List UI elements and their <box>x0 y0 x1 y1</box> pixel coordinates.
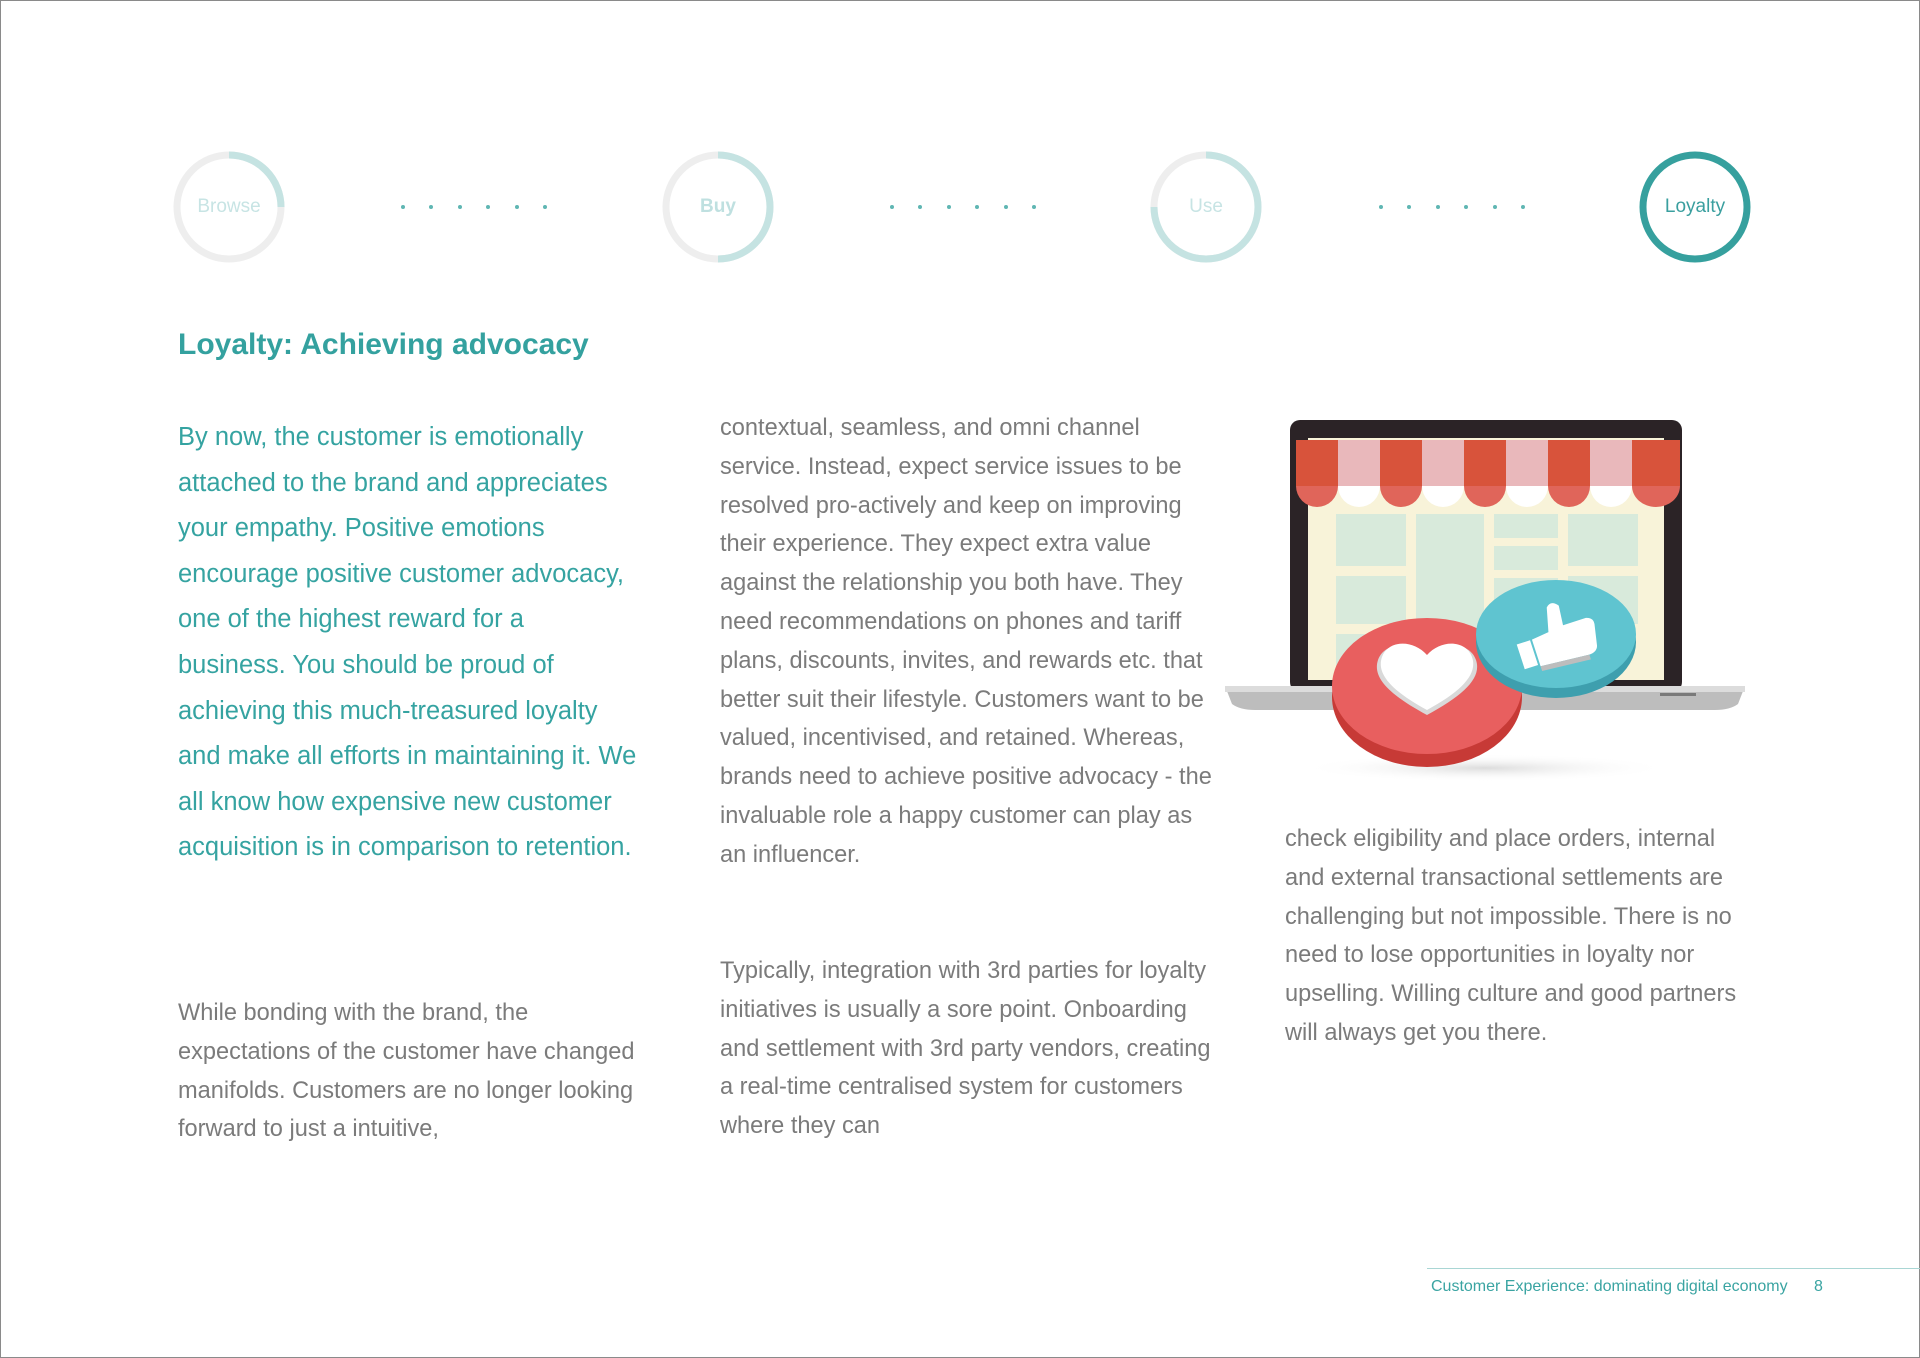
thumbs-up-icon <box>1476 580 1636 698</box>
step-buy[interactable] <box>660 149 776 265</box>
step-loyalty[interactable] <box>1637 149 1753 265</box>
column-3-body: check eligibility and place orders, internal and external transactional settlements are challenging but not impossible. There is no need to lose opportunities in loyalty nor upselling. Willing culture and good partners will always get you there. <box>1285 826 1737 1046</box>
column-2-paragraph-2: Typically, integration with 3rd parties for loyalty initiatives is usually a sore point. Onboarding and settlement with 3rd party vendors, creating a real-time centralised system for customers where they can <box>720 958 1211 1140</box>
step-connector-dots <box>401 205 547 211</box>
lead-paragraph: By now, the customer is emotionally attached to the brand and appreciates your empathy. Positive emotions encourage positive customer advocacy, one of the highest reward for a business. You should be proud of achieving this much-treasured loyalty and make all efforts in maintaining it. We all know how expensive new customer acquisition is in comparison to retention. <box>178 423 637 862</box>
step-connector-dots <box>1379 205 1525 211</box>
column-2-paragraph-1: contextual, seamless, and omni channel service. Instead, expect service issues to be resolved pro-actively and keep on improving their experience. They expect extra value against the relationship you both have. They need recommendations on phones and tariff plans, discounts, invites, and rewards etc. that better suit their lifestyle. Customers want to be valued, incentivised, and retained. Whereas, brands need to achieve positive advocacy - the invaluable role a happy customer can play as an influencer. <box>720 415 1212 868</box>
storefront-awning-icon <box>1296 440 1680 507</box>
section-heading: Loyalty: Achieving advocacy <box>178 328 589 361</box>
column-1-body: While bonding with the brand, the expectations of the customer have changed manifolds. Customers are no longer looking forward to just a intuitive, <box>178 1000 635 1143</box>
page-number: 8 <box>1814 1278 1823 1295</box>
journey-stepper <box>0 0 1920 300</box>
footer-rule <box>1427 1268 1920 1269</box>
step-label: Browse <box>197 196 261 217</box>
step-connector-dots <box>890 205 1036 211</box>
shop-laptop-illustration <box>1220 410 1750 790</box>
step-label: Use <box>1189 196 1223 217</box>
footer-title: Customer Experience: dominating digital economy <box>1431 1278 1788 1295</box>
step-use[interactable] <box>1148 149 1264 265</box>
step-browse[interactable] <box>171 149 287 265</box>
step-label: Buy <box>700 196 736 217</box>
step-label: Loyalty <box>1664 196 1726 217</box>
